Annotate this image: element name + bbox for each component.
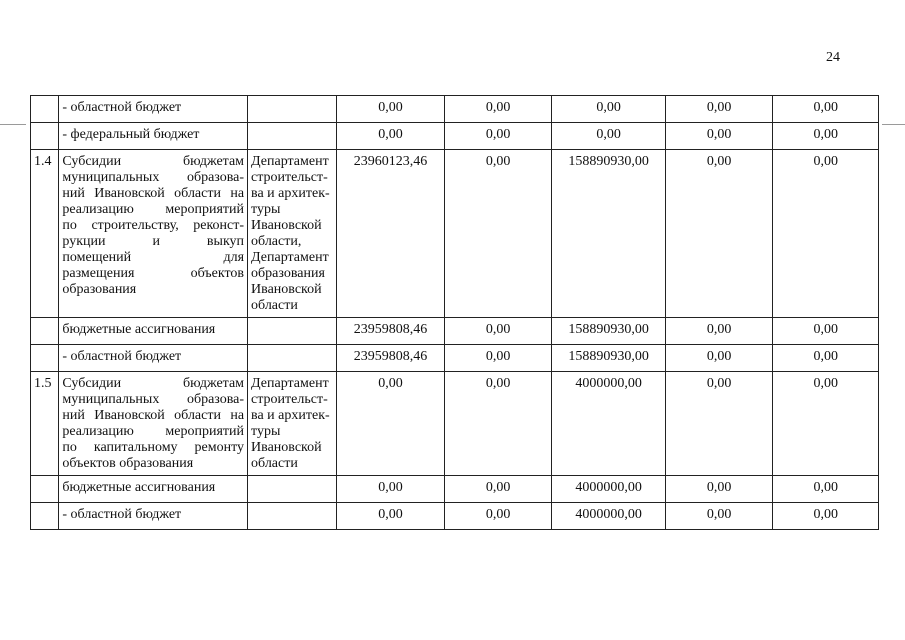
row-department [248, 96, 337, 123]
value-cell-v4: 0,00 [665, 476, 773, 503]
table-row [31, 345, 879, 372]
value-cell-v5: 0,00 [773, 345, 879, 372]
value-cell-v1: 0,00 [337, 476, 445, 503]
value-cell-v2: 0,00 [444, 318, 552, 345]
row-description [59, 96, 248, 123]
table-row [31, 372, 879, 476]
row-index [31, 318, 59, 345]
department-line: Ивановской [251, 282, 322, 297]
row-department [248, 345, 337, 372]
row-description [59, 503, 248, 530]
value-cell-v3: 4000000,00 [552, 503, 666, 530]
value-cell-v4: 0,00 [665, 96, 773, 123]
value-cell-v3: 4000000,00 [552, 476, 666, 503]
value-cell-v1: 0,00 [337, 96, 445, 123]
value-cell-v4: 0,00 [665, 372, 773, 476]
value-cell-v4: 0,00 [665, 150, 773, 318]
row-department [248, 372, 337, 476]
description-line: ний Ивановской области на [62, 186, 245, 201]
department-line: Ивановской [251, 218, 322, 233]
description-line: муниципальных образова- [62, 392, 245, 407]
value-cell-v3: 158890930,00 [552, 318, 666, 345]
value-cell-v2: 0,00 [444, 503, 552, 530]
row-description [59, 345, 248, 372]
value-cell-v4: 0,00 [665, 318, 773, 345]
description-line: ний Ивановской области на [62, 408, 245, 423]
description-line: реализацию мероприятий [62, 202, 245, 217]
row-description [59, 318, 248, 345]
department-line: Ивановской [251, 440, 322, 455]
description-line: рукции и выкуп [62, 234, 245, 249]
value-cell-v2: 0,00 [444, 123, 552, 150]
table-row [31, 318, 879, 345]
row-description [59, 476, 248, 503]
value-cell-v4: 0,00 [665, 345, 773, 372]
table-row [31, 503, 879, 530]
value-cell-v2: 0,00 [444, 150, 552, 318]
value-cell-v2: 0,00 [444, 345, 552, 372]
value-cell-v1: 0,00 [337, 123, 445, 150]
row-department [248, 318, 337, 345]
department-line: ва и архитек- [251, 408, 330, 423]
row-index [31, 345, 59, 372]
budget-table [30, 95, 879, 530]
page-number: 24 [826, 50, 840, 65]
value-cell-v5: 0,00 [773, 150, 879, 318]
row-index [31, 476, 59, 503]
value-cell-v3: 0,00 [552, 123, 666, 150]
value-cell-v1: 23960123,46 [337, 150, 445, 318]
description-line: помещений для [62, 250, 245, 265]
description-line: объектов образования [62, 456, 194, 471]
description-line: размещения объектов [62, 266, 245, 281]
description-line: - областной бюджет [62, 507, 182, 522]
department-line: области, [251, 234, 302, 249]
scan-artifact-line [0, 124, 26, 125]
row-department [248, 123, 337, 150]
department-line: туры [251, 202, 281, 217]
department-line: туры [251, 424, 281, 439]
value-cell-v2: 0,00 [444, 372, 552, 476]
department-line: ва и архитек- [251, 186, 330, 201]
value-cell-v5: 0,00 [773, 476, 879, 503]
row-index [31, 503, 59, 530]
table-row [31, 150, 879, 318]
department-line: области [251, 456, 298, 471]
department-line: строительст- [251, 392, 328, 407]
value-cell-v5: 0,00 [773, 503, 879, 530]
value-cell-v4: 0,00 [665, 123, 773, 150]
department-line: образования [251, 266, 325, 281]
value-cell-v4: 0,00 [665, 503, 773, 530]
value-cell-v2: 0,00 [444, 476, 552, 503]
department-line: Департамент [251, 376, 329, 391]
scan-artifact-line [882, 124, 905, 125]
value-cell-v3: 4000000,00 [552, 372, 666, 476]
department-line: Департамент [251, 250, 329, 265]
description-line: по капитальному ремонту [62, 440, 245, 455]
table-row [31, 96, 879, 123]
value-cell-v3: 0,00 [552, 96, 666, 123]
description-line: - областной бюджет [62, 349, 182, 364]
department-line: Департамент [251, 154, 329, 169]
value-cell-v2: 0,00 [444, 96, 552, 123]
description-line: бюджетные ассигнования [62, 480, 216, 495]
description-line: бюджетные ассигнования [62, 322, 216, 337]
value-cell-v5: 0,00 [773, 96, 879, 123]
value-cell-v3: 158890930,00 [552, 345, 666, 372]
department-line: строительст- [251, 170, 328, 185]
description-line: - областной бюджет [62, 100, 182, 115]
value-cell-v1: 23959808,46 [337, 318, 445, 345]
row-description [59, 123, 248, 150]
row-description [59, 372, 248, 476]
table-row [31, 476, 879, 503]
description-line: Субсидии бюджетам [62, 376, 245, 391]
description-line: реализацию мероприятий [62, 424, 245, 439]
department-line: области [251, 298, 298, 313]
value-cell-v5: 0,00 [773, 318, 879, 345]
row-index [31, 96, 59, 123]
row-department [248, 150, 337, 318]
value-cell-v5: 0,00 [773, 372, 879, 476]
value-cell-v5: 0,00 [773, 123, 879, 150]
row-department [248, 503, 337, 530]
value-cell-v1: 0,00 [337, 372, 445, 476]
description-line: по строительству, реконст- [62, 218, 245, 233]
description-line: муниципальных образова- [62, 170, 245, 185]
row-description [59, 150, 248, 318]
description-line: образования [62, 282, 137, 297]
value-cell-v3: 158890930,00 [552, 150, 666, 318]
row-index: 1.5 [31, 372, 59, 476]
description-line: Субсидии бюджетам [62, 154, 245, 169]
table-row [31, 123, 879, 150]
value-cell-v1: 0,00 [337, 503, 445, 530]
description-line: - федеральный бюджет [62, 127, 200, 142]
row-department [248, 476, 337, 503]
value-cell-v1: 23959808,46 [337, 345, 445, 372]
row-index: 1.4 [31, 150, 59, 318]
row-index [31, 123, 59, 150]
